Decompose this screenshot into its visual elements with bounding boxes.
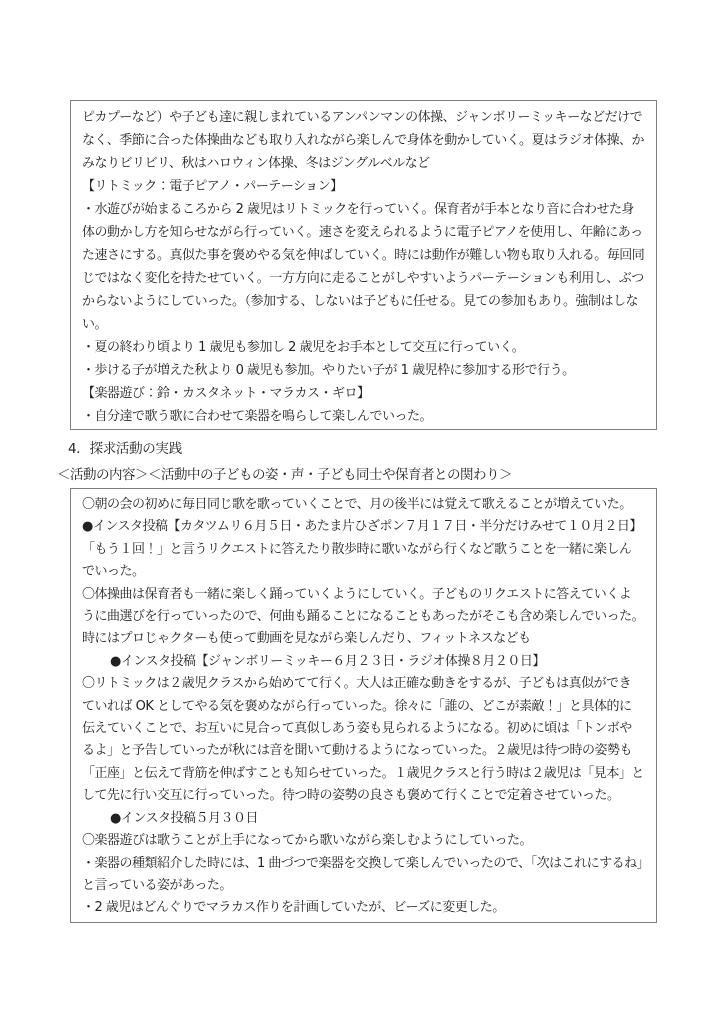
text-line: ・夏の終わり頃より 1 歳児も参加し 2 歳児をお手本として交互に行っていく。 <box>82 340 525 355</box>
text-line: ・2 歳児はどんぐりでマラカス作りを計画していたが、ビーズに変更した。 <box>82 900 505 916</box>
text-line: ・歩ける子が増えた秋より 0 歳児も参加。やりたい子が 1 歳児枠に参加する形で行う。 <box>82 363 575 378</box>
text-line: い。 <box>82 317 108 332</box>
section-subheading: ＜活動の内容＞＜活動中の子どもの姿・声・子ども同士や保育者との関わり＞ <box>57 467 512 483</box>
text-line: 〇リトミックは２歳児クラスから始めてて行く。大人は正確な動きをするが、子どもは真似ができ <box>82 676 632 692</box>
text-line: でいった。 <box>82 564 145 580</box>
text-line: 〇朝の会の初めに毎日同じ歌を歌っていくことで、月の後半には覚えて歌えることが増えていた。 <box>82 497 632 512</box>
text-line: ピカプーなど）や子ども達に親しまれているアンパンマンの体操、ジャンボリーミッキーなどだけで <box>82 110 643 125</box>
text-line: して先に行い交互に行っていった。待つ時の姿勢の良さも褒めて行くことで定着させていった。 <box>82 788 620 804</box>
section-header <box>57 436 697 488</box>
text-line: と言っている姿があった。 <box>82 877 232 893</box>
text-line: ●インスタ投稿【カタツムリ６月５日・あたま片ひざポン７月１７日・半分だけみせて１０月２日】 <box>82 519 642 535</box>
text-line: 〇体操曲は保育者も一緒に楽しく踊っていくようにしていく。子どものリクエストに答えていくよ <box>82 586 632 602</box>
text-line: ・水遊びが始まるころから 2 歳児はリトミックを行っていく。保育者が手本となり音に合わせた身 <box>82 202 635 217</box>
text-line: ・自分達で歌う歌に合わせて楽器を鳴らして楽しんでいった。 <box>82 409 433 424</box>
text-line: じではなく変化を持たせていく。一方方向に走ることがしやすいようパーテーションも利用し、ぶつ <box>82 271 644 286</box>
text-line: 【リトミック：電子ピアノ・パーテーション】 <box>82 179 343 194</box>
text-line: ●インスタ投稿５月３０日 <box>110 810 258 826</box>
text-line: ていれば OK としてやる気を褒めながら行っていった。徐々に「誰の、どこが素敵！」と具体的に <box>82 698 632 714</box>
text-line: みなりビリビリ、秋はハロウィン体操、冬はジングルベルなど <box>82 156 430 171</box>
text-line: 〇楽器遊びは歌うことが上手になってから歌いながら楽しむようにしていった。 <box>82 833 533 849</box>
text-line: 「もう１回！」と言うリクエストに答えたり散歩時に歌いながら行くなど歌うことを一緒に楽しん <box>82 541 632 557</box>
activity-content-textbox <box>70 488 657 923</box>
text-line: るよ」と予告していったが秋には音を聞いて動けるようになっていった。２歳児は待つ時の姿勢も <box>82 743 633 759</box>
section-number-heading: 4．探求活動の実践 <box>68 441 182 457</box>
text-line: 時にはプロじゃクターも使って動画を見ながら楽しんだり、フィットネスなども <box>82 631 531 647</box>
text-line: 伝えていくことで、お互いに見合って真似しあう姿も見られるようになる。初めに頃は「トンボや <box>82 721 632 737</box>
text-line: ●インスタ投稿【ジャンボリーミッキー６月２３日・ラジオ体操８月２０日】 <box>110 653 545 669</box>
text-line: ・楽器の種類紹介した時には、1 曲づつで楽器を交換して楽しんでいったので、「次はこれにするね」 <box>82 855 650 871</box>
text-line: なく、季節に合った体操曲なども取り入れながら楽しんで身体を動かしていく。夏はラジオ体操、か <box>82 133 644 148</box>
text-line: た速さにする。真似た事を褒めやる気を伸ばしていく。時には動作が難しい物も取り入れる。毎回同 <box>82 248 645 263</box>
text-line: 【楽器遊び：鈴・カスタネット・マラカス・ギロ】 <box>82 386 370 401</box>
text-line: 「正座」と伝えて背筋を伸ばすことも知らせていった。１歳児クラスと行う時は２歳児は「見本」と <box>82 765 644 781</box>
text-line: うに曲選びを行っていったので、何曲も踊ることになることもあったがそこも含め楽しんでいった。 <box>82 609 645 625</box>
text-line: からないようにしていった。（参加する、しないは子どもに任せる。見ての参加もあり。強制はしな <box>82 294 639 309</box>
continuation-textbox <box>70 100 657 430</box>
text-line: 体の動かし方を知らせながら行っていく。速さを変えられるように電子ピアノを使用し、年齢にあっ <box>82 225 643 240</box>
